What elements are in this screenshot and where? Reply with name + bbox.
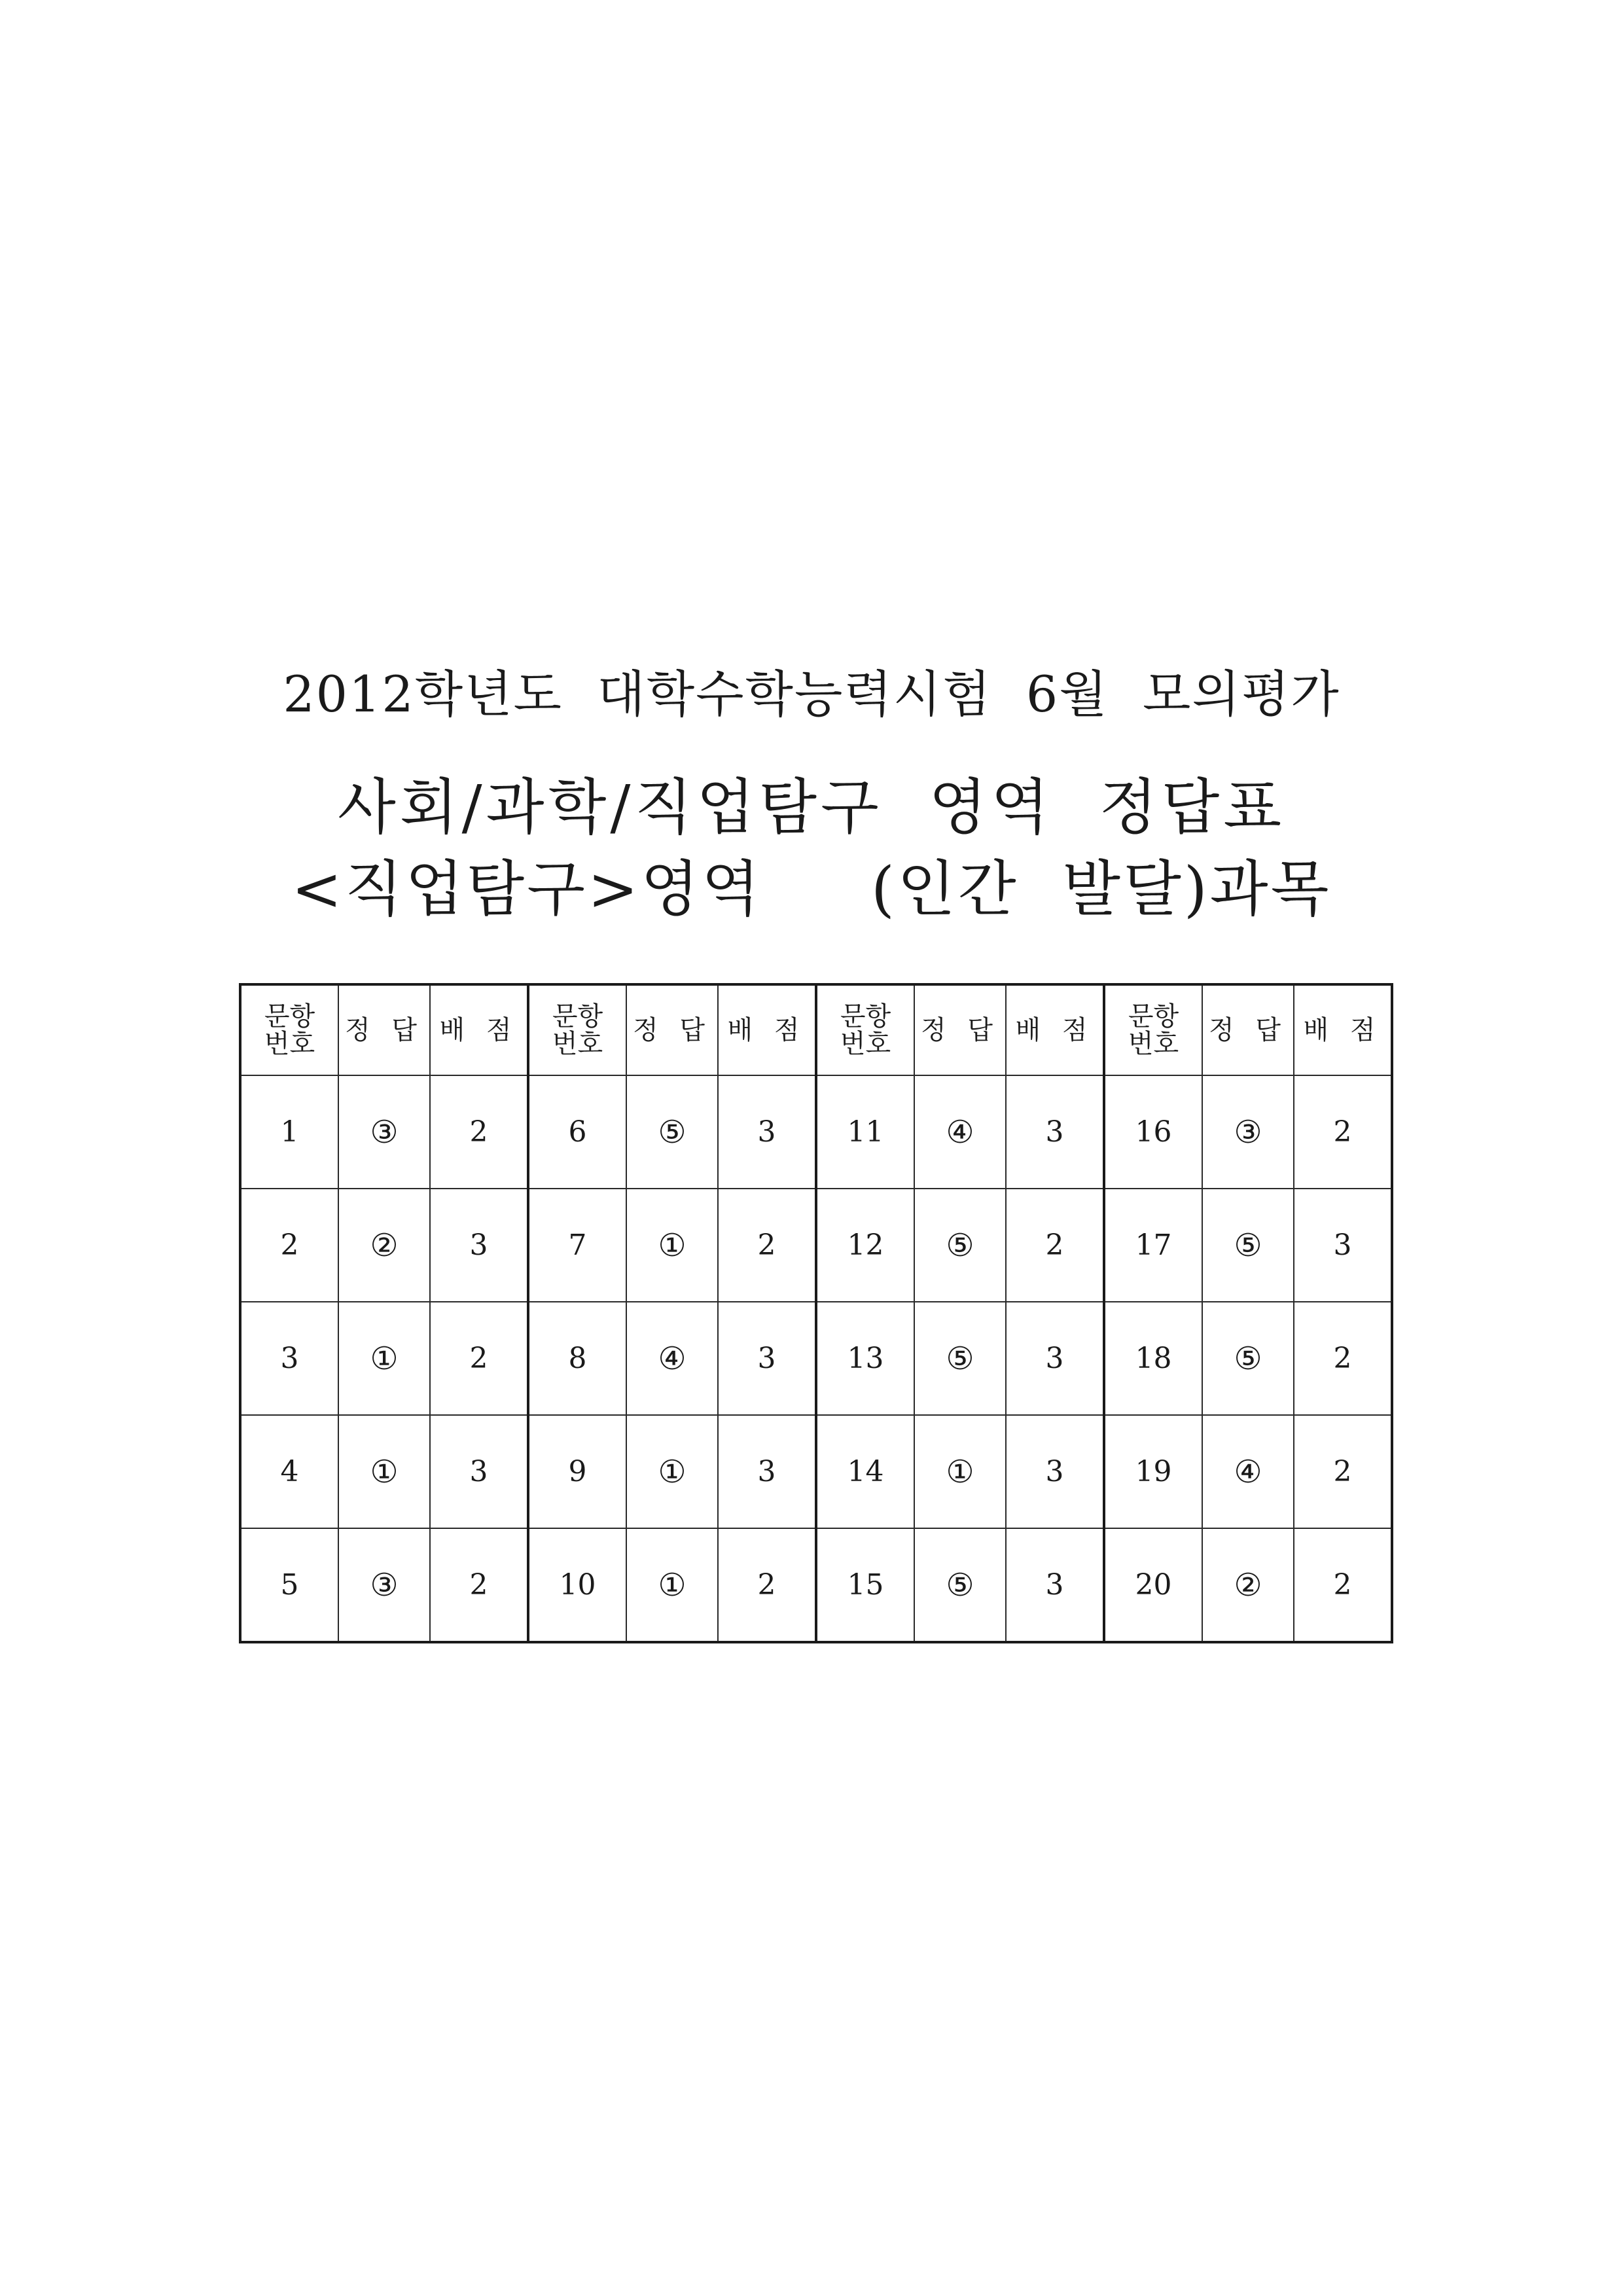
points: 2 bbox=[1294, 1415, 1392, 1528]
section-title: 사회/과학/직업탐구 영역 정답표 bbox=[337, 772, 1286, 842]
header-question-number bbox=[528, 984, 626, 1075]
question-number: 18 bbox=[1104, 1302, 1202, 1415]
points: 2 bbox=[1294, 1302, 1392, 1415]
header-qnum-line1: 문항 bbox=[552, 1001, 603, 1031]
points: 2 bbox=[430, 1075, 528, 1189]
correct-answer: ④ bbox=[914, 1075, 1006, 1189]
correct-answer: ⑤ bbox=[914, 1189, 1006, 1302]
table-row bbox=[240, 1189, 1392, 1302]
question-number: 12 bbox=[816, 1189, 914, 1302]
correct-answer: ⑤ bbox=[626, 1075, 718, 1189]
question-number: 11 bbox=[816, 1075, 914, 1189]
header-answer: 정 답 bbox=[914, 984, 1006, 1075]
points: 2 bbox=[1294, 1528, 1392, 1642]
points: 2 bbox=[1294, 1075, 1392, 1189]
question-number: 8 bbox=[528, 1302, 626, 1415]
header-qnum-line1: 문항 bbox=[264, 1001, 315, 1031]
question-number: 2 bbox=[240, 1189, 338, 1302]
header-answer: 정 답 bbox=[1202, 984, 1294, 1075]
points: 3 bbox=[1006, 1528, 1104, 1642]
header-qnum-line1: 문항 bbox=[1128, 1001, 1179, 1031]
question-number: 7 bbox=[528, 1189, 626, 1302]
points: 3 bbox=[1006, 1075, 1104, 1189]
header-points: 배 점 bbox=[430, 984, 528, 1075]
points: 3 bbox=[718, 1075, 816, 1189]
question-number: 1 bbox=[240, 1075, 338, 1189]
question-number: 10 bbox=[528, 1528, 626, 1642]
exam-title: 2012학년도 대학수학능력시험 6월 모의평가 bbox=[283, 665, 1340, 723]
question-number: 19 bbox=[1104, 1415, 1202, 1528]
points: 2 bbox=[430, 1302, 528, 1415]
points: 3 bbox=[1006, 1415, 1104, 1528]
points: 3 bbox=[718, 1415, 816, 1528]
answer-table bbox=[239, 983, 1393, 1643]
header-qnum-line2: 번호 bbox=[264, 1029, 315, 1059]
header-answer: 정 답 bbox=[626, 984, 718, 1075]
correct-answer: ⑤ bbox=[914, 1528, 1006, 1642]
correct-answer: ③ bbox=[1202, 1075, 1294, 1189]
question-number: 15 bbox=[816, 1528, 914, 1642]
header-question-number bbox=[1104, 984, 1202, 1075]
table-header-row bbox=[240, 984, 1392, 1075]
correct-answer: ① bbox=[914, 1415, 1006, 1528]
points: 3 bbox=[1006, 1302, 1104, 1415]
question-number: 17 bbox=[1104, 1189, 1202, 1302]
correct-answer: ① bbox=[338, 1415, 430, 1528]
correct-answer: ② bbox=[338, 1189, 430, 1302]
header-points: 배 점 bbox=[1294, 984, 1392, 1075]
question-number: 20 bbox=[1104, 1528, 1202, 1642]
question-number: 5 bbox=[240, 1528, 338, 1642]
correct-answer: ② bbox=[1202, 1528, 1294, 1642]
table-row bbox=[240, 1415, 1392, 1528]
correct-answer: ⑤ bbox=[1202, 1189, 1294, 1302]
table-row bbox=[240, 1302, 1392, 1415]
correct-answer: ③ bbox=[338, 1075, 430, 1189]
points: 2 bbox=[1006, 1189, 1104, 1302]
correct-answer: ③ bbox=[338, 1528, 430, 1642]
header-points: 배 점 bbox=[718, 984, 816, 1075]
question-number: 9 bbox=[528, 1415, 626, 1528]
question-number: 13 bbox=[816, 1302, 914, 1415]
header-qnum-line2: 번호 bbox=[1128, 1029, 1179, 1059]
header-question-number bbox=[240, 984, 338, 1075]
question-number: 16 bbox=[1104, 1075, 1202, 1189]
header-points: 배 점 bbox=[1006, 984, 1104, 1075]
points: 2 bbox=[718, 1189, 816, 1302]
correct-answer: ① bbox=[338, 1302, 430, 1415]
table-row bbox=[240, 1528, 1392, 1642]
subject-title: <직업탐구>영역 (인간 발달)과목 bbox=[291, 854, 1332, 924]
points: 2 bbox=[430, 1528, 528, 1642]
table-row bbox=[240, 1075, 1392, 1189]
points: 3 bbox=[430, 1415, 528, 1528]
correct-answer: ⑤ bbox=[914, 1302, 1006, 1415]
question-number: 4 bbox=[240, 1415, 338, 1528]
points: 3 bbox=[430, 1189, 528, 1302]
header-answer: 정 답 bbox=[338, 984, 430, 1075]
points: 3 bbox=[1294, 1189, 1392, 1302]
correct-answer: ① bbox=[626, 1189, 718, 1302]
question-number: 3 bbox=[240, 1302, 338, 1415]
header-question-number bbox=[816, 984, 914, 1075]
correct-answer: ④ bbox=[1202, 1415, 1294, 1528]
header-qnum-line2: 번호 bbox=[840, 1029, 891, 1059]
points: 3 bbox=[718, 1302, 816, 1415]
question-number: 14 bbox=[816, 1415, 914, 1528]
correct-answer: ⑤ bbox=[1202, 1302, 1294, 1415]
correct-answer: ① bbox=[626, 1415, 718, 1528]
header-qnum-line2: 번호 bbox=[552, 1029, 603, 1059]
points: 2 bbox=[718, 1528, 816, 1642]
correct-answer: ④ bbox=[626, 1302, 718, 1415]
correct-answer: ① bbox=[626, 1528, 718, 1642]
question-number: 6 bbox=[528, 1075, 626, 1189]
header-qnum-line1: 문항 bbox=[840, 1001, 891, 1031]
